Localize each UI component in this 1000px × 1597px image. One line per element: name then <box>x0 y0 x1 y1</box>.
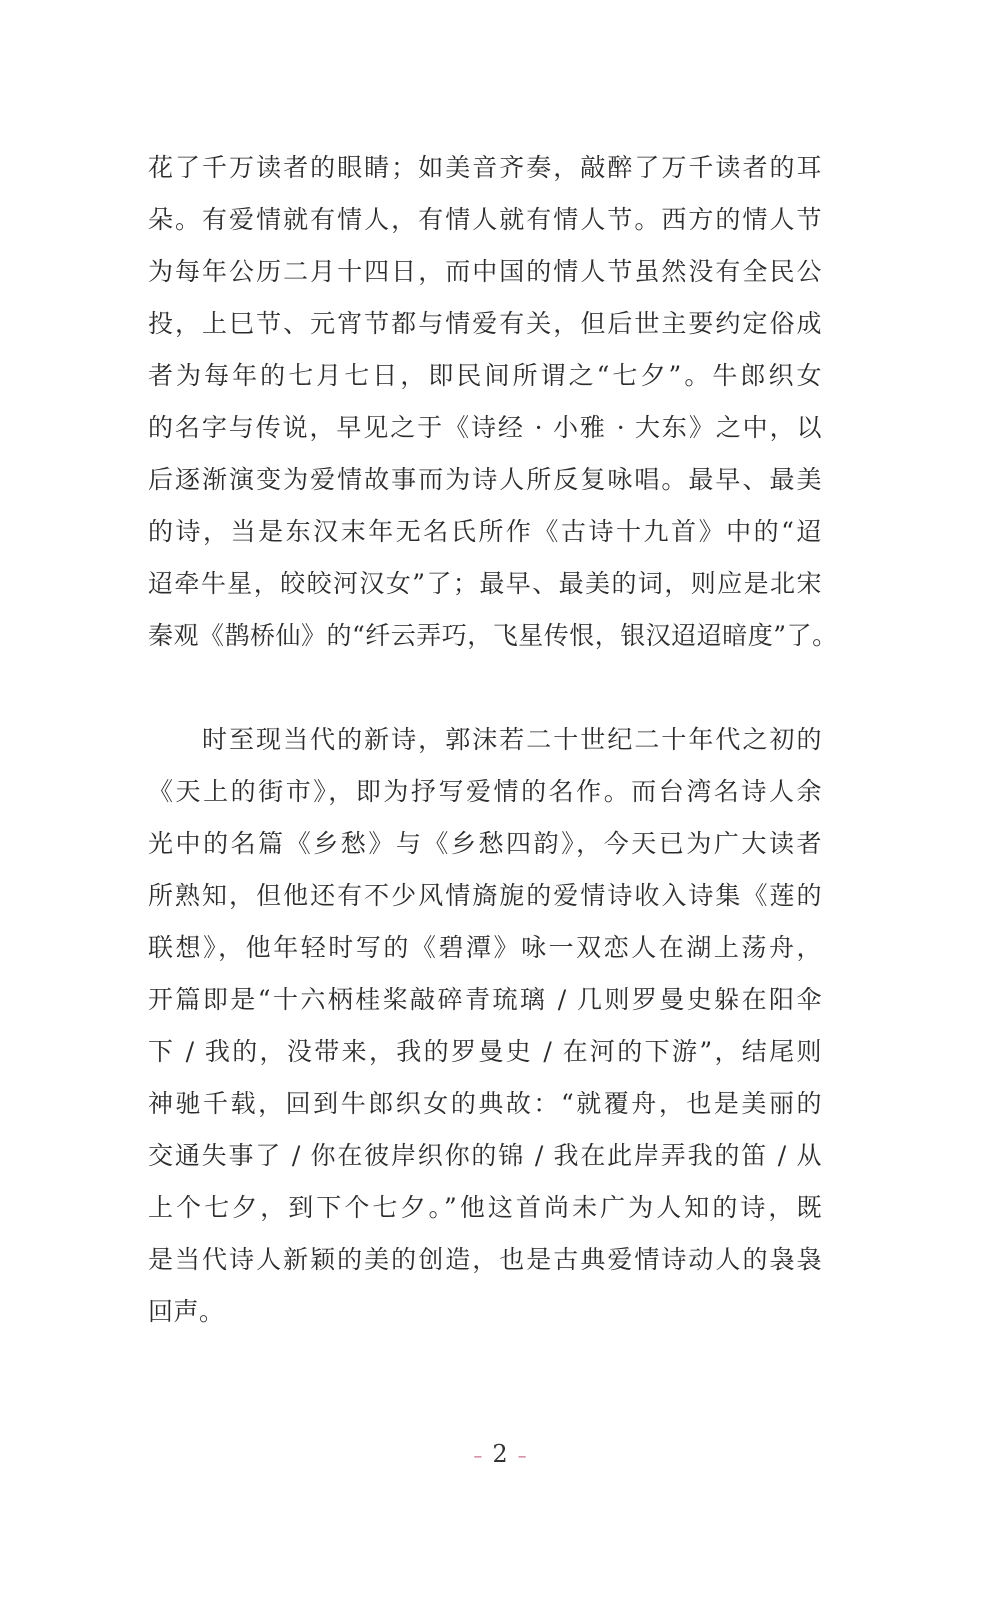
text-line: 花了千万读者的眼睛；如美音齐奏，敲醉了万千读者的耳 <box>148 153 822 182</box>
page-number-left-mark: – <box>473 1446 483 1467</box>
text-line: 联想》，他年轻时写的《碧潭》咏一双恋人在湖上荡舟， <box>148 933 822 962</box>
text-line: 迢牵牛星，皎皎河汉女”了；最早、最美的词，则应是北宋 <box>148 569 822 598</box>
paragraph-2 <box>148 714 822 1338</box>
text-line: 开篇即是“十六柄桂桨敲碎青琉璃 / 几则罗曼史躲在阳伞 <box>148 985 822 1014</box>
text-line: 秦观《鹊桥仙》的“纤云弄巧，飞星传恨，银汉迢迢暗度”了。 <box>148 621 838 650</box>
text-line: 的诗，当是东汉末年无名氏所作《古诗十九首》中的“迢 <box>148 517 822 546</box>
text-line: 下 / 我的，没带来，我的罗曼史 / 在河的下游”，结尾则 <box>148 1037 822 1066</box>
text-line: 《天上的街市》，即为抒写爱情的名作。而台湾名诗人余 <box>148 777 822 806</box>
page-number-footer <box>0 1436 1000 1475</box>
text-line: 朵。有爱情就有情人，有情人就有情人节。西方的情人节 <box>148 205 822 234</box>
text-line: 后逐渐演变为爱情故事而为诗人所反复咏唱。最早、最美 <box>148 465 822 494</box>
text-line: 所熟知，但他还有不少风情旖旎的爱情诗收入诗集《莲的 <box>148 881 822 910</box>
text-line: 光中的名篇《乡愁》与《乡愁四韵》，今天已为广大读者 <box>148 829 822 858</box>
body-text <box>148 142 838 1338</box>
text-line: 投，上巳节、元宵节都与情爱有关，但后世主要约定俗成 <box>148 309 822 338</box>
text-line: 交通失事了 / 你在彼岸织你的锦 / 我在此岸弄我的笛 / 从 <box>148 1141 822 1170</box>
paragraph-1 <box>148 142 838 662</box>
text-line: 为每年公历二月十四日，而中国的情人节虽然没有全民公 <box>148 257 822 286</box>
text-line: 者为每年的七月七日，即民间所谓之“七夕”。牛郎织女 <box>148 361 822 390</box>
page-number: 2 <box>492 1440 508 1468</box>
page-number-right-mark: – <box>517 1446 527 1467</box>
text-line-indented: 时至现当代的新诗，郭沫若二十世纪二十年代之初的 <box>202 725 822 754</box>
paragraph-spacer <box>148 662 822 714</box>
text-line-last: 回声。 <box>148 1297 225 1326</box>
text-line: 上个七夕，到下个七夕。”他这首尚未广为人知的诗，既 <box>148 1193 822 1222</box>
text-line: 的名字与传说，早见之于《诗经 · 小雅 · 大东》之中，以 <box>148 413 822 442</box>
text-line: 是当代诗人新颖的美的创造，也是古典爱情诗动人的袅袅 <box>148 1245 822 1274</box>
text-line: 神驰千载，回到牛郎织女的典故：“就覆舟，也是美丽的 <box>148 1089 822 1118</box>
